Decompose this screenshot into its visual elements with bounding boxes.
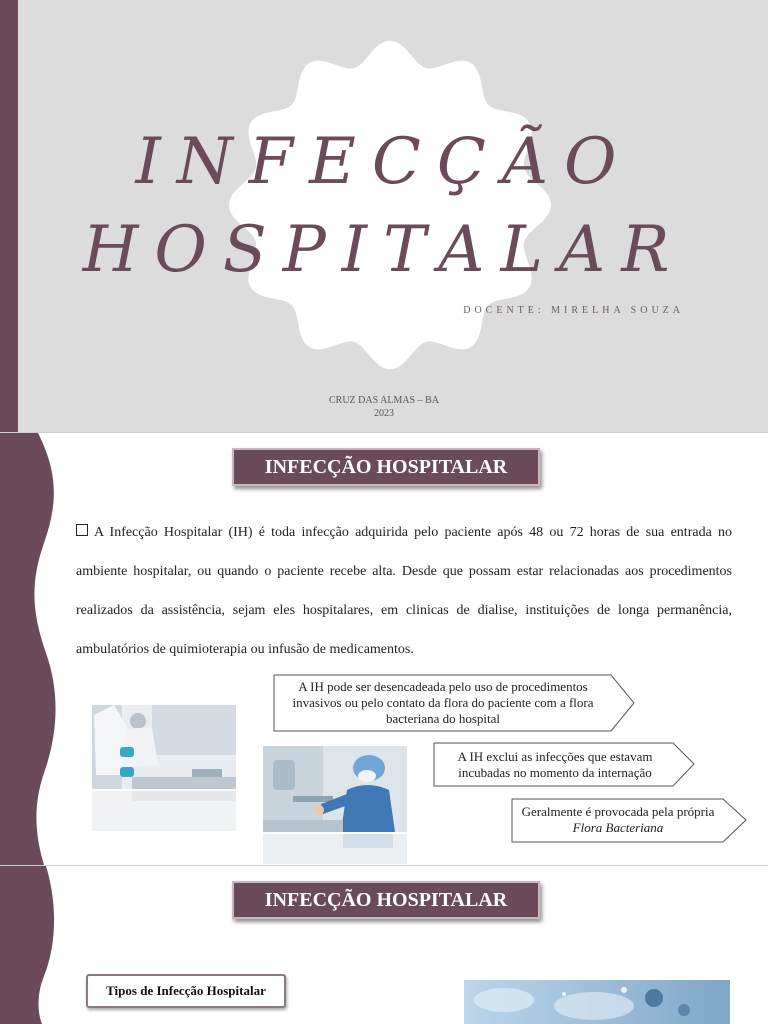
- title-line-1: INFECÇÃO: [135, 125, 633, 199]
- wavy-left-border: [0, 433, 60, 865]
- lab-workers-photo-reflection: [92, 791, 236, 831]
- title-slide: [0, 0, 768, 432]
- wavy-left-border: [0, 866, 60, 1024]
- nurse-photo: [263, 746, 407, 832]
- callout-bacterial-flora: [511, 798, 747, 843]
- callout-procedures: [273, 674, 635, 732]
- nurse-photo-reflection: [263, 834, 407, 864]
- definition-text: A Infecção Hospitalar (IH) é toda infecção adquirida pelo paciente após 48 ou 72 horas de sua entrada no ambiente hospitalar, ou quando o paciente recebe alta. Desde que possam estar relacionadas aos procedimentos realizados da assistência, sejam eles hospitalares, em clinicas de dialise, instituições de longa permanência, ambulatórios de quimioterapia ou infusão de medicamentos.: [76, 525, 732, 657]
- section-banner: INFECÇÃO HOSPITALAR: [232, 448, 540, 486]
- types-slide: [0, 866, 768, 1024]
- types-label-box: Tipos de Infecção Hospitalar: [86, 974, 286, 1008]
- content-slide: [0, 433, 768, 865]
- city-label: CRUZ DAS ALMAS – BA: [328, 395, 440, 406]
- docente-label: DOCENTE: MIRELHA SOUZA: [463, 305, 684, 316]
- callout-procedures-text: A IH pode ser desencadeada pelo uso de procedimentos invasivos ou pelo contato da flora do paciente com a flora bacteriana do hospital: [292, 679, 594, 726]
- title-line-2: HOSPITALAR: [82, 213, 686, 287]
- callout-bacterial-flora-italic: Flora Bacteriana: [572, 820, 664, 835]
- checkbox-bullet-icon: [76, 524, 88, 536]
- microbe-photo: [464, 980, 730, 1024]
- location-block: [0, 394, 768, 420]
- left-accent-bar: [0, 0, 18, 432]
- callout-incubated: [433, 742, 695, 787]
- callout-bacterial-flora-plain: Geralmente é provocada pela própria: [521, 804, 715, 819]
- definition-paragraph: [76, 513, 732, 669]
- lab-workers-photo: [92, 705, 236, 789]
- section-banner: INFECÇÃO HOSPITALAR: [232, 881, 540, 919]
- callout-incubated-text: A IH exclui as infecções que estavam incubadas no momento da internação: [457, 748, 653, 780]
- year-label: 2023: [374, 408, 394, 419]
- scalloped-circle-shape: [220, 40, 560, 370]
- callout-bacterial-flora-text: [511, 798, 725, 843]
